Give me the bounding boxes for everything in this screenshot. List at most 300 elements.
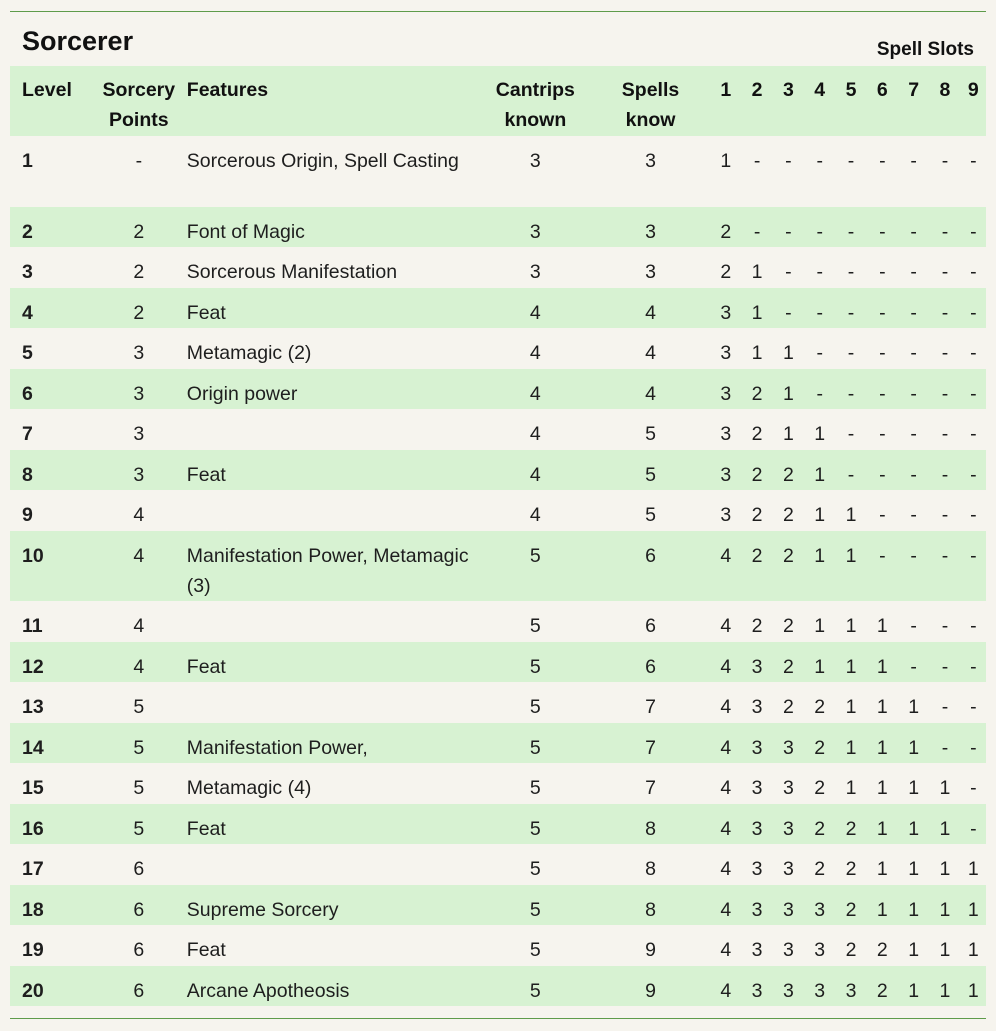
slot-2-cell: 2	[751, 544, 763, 567]
slot-3-cell: 2	[782, 504, 794, 526]
slot-7-cell: -	[910, 342, 917, 364]
cantrips-known-cell: 5	[529, 736, 541, 759]
sorcery-points-cell: 3	[133, 423, 145, 445]
slot-4-cell: 1	[814, 463, 826, 486]
sorcerer-progression-table	[10, 66, 986, 1006]
cantrips-known-cell: 5	[529, 939, 541, 961]
spells-known-cell: 4	[645, 342, 656, 364]
slot-5-cell: 1	[845, 777, 857, 799]
slot-5-cell: -	[847, 220, 855, 243]
sorcery-points-cell: 6	[133, 979, 145, 1002]
slot-9-cell: -	[970, 261, 977, 283]
slot-5-cell: -	[847, 463, 855, 486]
slot-1-cell: 4	[720, 736, 732, 759]
slot-3-cell: 3	[782, 736, 794, 759]
table-row	[10, 682, 986, 723]
slot-2-cell: 3	[751, 736, 763, 759]
cantrips-known-cell: 3	[529, 261, 541, 283]
cantrips-known-cell: 4	[529, 342, 541, 364]
slot-9-cell: -	[970, 544, 977, 567]
slot-3-cell: -	[785, 301, 792, 324]
slot-9-cell: -	[970, 777, 977, 799]
slot-2-cell: 3	[751, 655, 763, 678]
slot-8-cell: -	[941, 301, 949, 324]
table-row	[10, 207, 986, 248]
level-cell: 20	[22, 979, 44, 1002]
spells-known-cell: 6	[645, 655, 656, 678]
level-cell: 1	[22, 150, 33, 172]
slot-8-cell: -	[941, 655, 949, 678]
sorcery-points-cell: 5	[133, 696, 145, 718]
spells-known-cell: 7	[645, 736, 656, 759]
table-row	[10, 328, 986, 369]
spells-known-cell: 8	[645, 817, 656, 840]
slot-7-cell: 1	[908, 817, 920, 840]
slot-9-cell: -	[970, 615, 977, 637]
slot-3-cell: -	[785, 261, 792, 283]
slot-9-cell: -	[970, 150, 977, 172]
slot-4-cell: 2	[814, 696, 826, 718]
slot-1-cell: 1	[720, 150, 732, 172]
spells-known-cell: 6	[645, 615, 656, 637]
slot-6-cell: -	[879, 301, 886, 324]
level-cell: 2	[22, 220, 33, 243]
sorcery-points-cell: 4	[133, 544, 145, 567]
table-header	[10, 66, 986, 136]
slot-7-cell: 1	[908, 939, 920, 961]
slot-5-cell: 2	[845, 858, 857, 880]
slot-8-cell: -	[941, 736, 949, 759]
slot-1-cell: 4	[720, 544, 732, 567]
cantrips-known-cell: 4	[529, 423, 541, 445]
slot-1-cell: 4	[720, 615, 732, 637]
slot-2-cell: -	[753, 150, 761, 172]
slot-2-cell: 3	[751, 777, 763, 799]
slot-3-cell: 2	[782, 615, 794, 637]
slot-1-cell: 3	[720, 382, 732, 405]
cantrips-known-cell: 3	[529, 150, 541, 172]
slot-7-cell: 1	[908, 898, 920, 921]
slot-4-cell: 2	[814, 858, 826, 880]
slot-4-cell: -	[816, 382, 823, 405]
sorcery-points-cell: 2	[133, 261, 145, 283]
level-cell: 12	[22, 655, 44, 678]
sorcery-points-cell: 3	[133, 463, 145, 486]
slot-2-cell: 1	[751, 342, 763, 364]
slot-6-cell: -	[879, 463, 886, 486]
cantrips-known-cell: 5	[529, 777, 541, 799]
slot-9-cell: -	[970, 220, 977, 243]
slot-4-cell: -	[816, 261, 823, 283]
slot-3-cell: 1	[782, 382, 794, 405]
features-cell: Manifestation Power, Metamagic (3)	[186, 544, 469, 597]
slot-5-cell: 2	[845, 939, 857, 961]
slot-3-cell: 3	[782, 817, 794, 840]
slot-6-cell: -	[879, 544, 886, 567]
slot-8-cell: -	[941, 544, 949, 567]
slot-9-cell: -	[970, 504, 977, 526]
spells-known-cell: 5	[645, 463, 656, 486]
header-cantrips-known: Cantrips known	[495, 79, 575, 131]
slot-9-cell: -	[970, 696, 977, 718]
level-cell: 11	[22, 615, 43, 637]
slot-2-cell: 3	[751, 858, 763, 880]
cantrips-known-cell: 3	[529, 220, 541, 243]
slot-7-cell: -	[910, 655, 917, 678]
slot-8-cell: 1	[939, 858, 951, 880]
slot-1-cell: 4	[720, 696, 732, 718]
features-cell: Feat	[186, 301, 226, 324]
slot-6-cell: 2	[876, 939, 888, 961]
cantrips-known-cell: 5	[529, 979, 541, 1002]
slot-7-cell: -	[910, 301, 917, 324]
table-row	[10, 844, 986, 885]
slot-7-cell: -	[910, 463, 917, 486]
slot-8-cell: 1	[939, 817, 951, 840]
level-cell: 13	[22, 696, 44, 718]
cantrips-known-cell: 4	[529, 463, 541, 486]
slot-3-cell: 3	[782, 858, 794, 880]
slot-4-cell: -	[816, 301, 823, 324]
slot-4-cell: 2	[814, 817, 826, 840]
slot-7-cell: -	[910, 261, 917, 283]
slot-1-cell: 4	[720, 777, 732, 799]
spells-known-cell: 3	[645, 220, 656, 243]
sorcery-points-cell: 2	[133, 301, 145, 324]
slot-7-cell: -	[910, 504, 917, 526]
level-cell: 14	[22, 736, 44, 759]
slot-3-cell: 3	[782, 777, 794, 799]
slot-2-cell: 3	[751, 939, 763, 961]
sorcery-points-cell: -	[135, 150, 143, 172]
sorcery-points-cell: 3	[133, 342, 145, 364]
table-row	[10, 490, 986, 531]
cantrips-known-cell: 5	[529, 858, 541, 880]
slot-5-cell: 1	[845, 736, 857, 759]
level-cell: 16	[22, 817, 44, 840]
sorcery-points-cell: 4	[133, 615, 145, 637]
slot-7-cell: 1	[908, 736, 920, 759]
table-row	[10, 804, 986, 845]
sorcery-points-cell: 6	[133, 858, 145, 880]
level-cell: 6	[22, 382, 33, 405]
spells-known-cell: 8	[645, 898, 656, 921]
slot-8-cell: -	[941, 342, 949, 364]
slot-6-cell: -	[879, 423, 886, 445]
slot-3-cell: -	[785, 220, 792, 243]
slot-8-cell: -	[941, 261, 949, 283]
spells-known-cell: 9	[645, 939, 656, 961]
cantrips-known-cell: 5	[529, 655, 541, 678]
slot-9-cell: -	[970, 382, 977, 405]
slot-7-cell: -	[910, 423, 917, 445]
slot-5-cell: -	[847, 423, 855, 445]
slot-9-cell: -	[970, 817, 977, 840]
slot-3-cell: 2	[782, 655, 794, 678]
level-cell: 18	[22, 898, 44, 921]
slot-3-cell: 1	[782, 342, 794, 364]
slot-9-cell: -	[970, 655, 977, 678]
spell-slots-label: Spell Slots	[876, 39, 974, 60]
slot-5-cell: 2	[845, 817, 857, 840]
bottom-rule	[10, 1018, 986, 1019]
slot-9-cell: -	[970, 423, 977, 445]
spells-known-cell: 7	[645, 696, 656, 718]
features-cell	[187, 844, 480, 885]
slot-2-cell: 2	[751, 504, 763, 526]
slot-5-cell: -	[847, 382, 855, 405]
slot-8-cell: 1	[939, 777, 951, 799]
sorcery-points-cell: 4	[133, 655, 145, 678]
slot-9-cell: -	[970, 342, 977, 364]
slot-2-cell: 3	[751, 898, 763, 921]
slot-6-cell: 1	[876, 696, 888, 718]
slot-4-cell: 3	[814, 939, 826, 961]
slot-9-cell: 1	[967, 898, 979, 921]
spells-known-cell: 9	[645, 979, 656, 1002]
slot-6-cell: -	[879, 382, 886, 405]
slot-1-cell: 3	[720, 463, 732, 486]
slot-6-cell: -	[879, 220, 886, 243]
features-cell: Feat	[186, 939, 226, 961]
title-bar	[10, 11, 986, 67]
features-cell	[187, 490, 480, 531]
features-cell	[187, 409, 480, 450]
spells-known-cell: 4	[645, 382, 656, 405]
slot-4-cell: -	[816, 342, 823, 364]
slot-2-cell: 3	[751, 817, 763, 840]
sorcery-points-cell: 5	[133, 777, 145, 799]
slot-5-cell: 1	[845, 615, 857, 637]
slot-1-cell: 2	[720, 220, 732, 243]
slot-5-cell: 3	[845, 979, 857, 1002]
features-cell: Sorcerous Origin, Spell Casting	[186, 150, 459, 172]
slot-6-cell: -	[879, 504, 886, 526]
spells-known-cell: 8	[645, 858, 656, 880]
table-row	[10, 409, 986, 450]
slot-6-cell: 1	[876, 858, 888, 880]
features-cell: Origin power	[186, 382, 298, 405]
slot-5-cell: -	[847, 301, 855, 324]
header-slot-6: 6	[876, 79, 888, 101]
slot-5-cell: -	[847, 261, 855, 283]
slot-5-cell: 2	[845, 898, 857, 921]
sorcery-points-cell: 6	[133, 898, 145, 921]
slot-2-cell: 2	[751, 382, 763, 405]
slot-9-cell: -	[970, 301, 977, 324]
level-cell: 19	[22, 939, 44, 961]
slot-5-cell: 1	[845, 696, 857, 718]
slot-4-cell: 2	[814, 736, 826, 759]
features-cell: Metamagic (2)	[186, 342, 312, 364]
level-cell: 4	[22, 301, 33, 324]
table-row	[10, 288, 986, 329]
slot-6-cell: 1	[876, 655, 888, 678]
table-row	[10, 136, 986, 207]
header-sorcery-points: Sorcery Points	[102, 79, 176, 131]
features-cell: Font of Magic	[186, 220, 305, 243]
features-cell: Feat	[186, 463, 226, 486]
slot-7-cell: -	[910, 150, 917, 172]
slot-1-cell: 3	[720, 504, 732, 526]
slot-7-cell: -	[910, 615, 917, 637]
slot-3-cell: 2	[782, 544, 794, 567]
spells-known-cell: 3	[645, 150, 656, 172]
features-cell: Metamagic (4)	[186, 777, 312, 799]
cantrips-known-cell: 5	[529, 544, 541, 567]
features-cell: Manifestation Power,	[186, 736, 368, 759]
sorcery-points-cell: 5	[133, 736, 145, 759]
slot-2-cell: 2	[751, 463, 763, 486]
slot-1-cell: 4	[720, 655, 732, 678]
features-cell: Supreme Sorcery	[186, 898, 339, 921]
features-cell: Sorcerous Manifestation	[186, 261, 398, 283]
slot-5-cell: -	[847, 150, 855, 172]
slot-1-cell: 4	[720, 939, 732, 961]
slot-4-cell: -	[816, 150, 823, 172]
slot-1-cell: 4	[720, 979, 732, 1002]
slot-6-cell: 1	[876, 615, 888, 637]
level-cell: 15	[22, 777, 44, 799]
slot-2-cell: 3	[751, 979, 763, 1002]
header-slot-7: 7	[908, 79, 920, 101]
slot-7-cell: 1	[908, 979, 920, 1002]
slot-7-cell: -	[910, 220, 917, 243]
slot-6-cell: -	[879, 342, 886, 364]
sorcery-points-cell: 4	[133, 504, 145, 526]
slot-4-cell: 3	[814, 898, 826, 921]
slot-8-cell: -	[941, 696, 949, 718]
slot-2-cell: 3	[751, 696, 763, 718]
slot-1-cell: 4	[720, 817, 732, 840]
slot-2-cell: 1	[751, 301, 763, 324]
slot-1-cell: 3	[720, 423, 732, 445]
slot-8-cell: 1	[939, 939, 951, 961]
slot-3-cell: 3	[782, 979, 794, 1002]
level-cell: 5	[22, 342, 33, 364]
cantrips-known-cell: 5	[529, 696, 541, 718]
slot-7-cell: -	[910, 382, 917, 405]
table-row	[10, 369, 986, 410]
features-cell: Arcane Apotheosis	[186, 979, 350, 1002]
slot-6-cell: 1	[876, 817, 888, 840]
slot-4-cell: -	[816, 220, 823, 243]
level-cell: 7	[22, 423, 33, 445]
slot-8-cell: 1	[939, 979, 951, 1002]
header-slot-9: 9	[967, 79, 979, 101]
slot-4-cell: 3	[814, 979, 826, 1002]
slot-8-cell: -	[941, 504, 949, 526]
cantrips-known-cell: 4	[529, 382, 541, 405]
features-cell: Feat	[186, 817, 226, 840]
level-cell: 10	[22, 544, 44, 567]
slot-7-cell: 1	[908, 777, 920, 799]
spells-known-cell: 5	[645, 504, 656, 526]
slot-6-cell: -	[879, 261, 886, 283]
slot-9-cell: -	[970, 463, 977, 486]
level-cell: 3	[22, 261, 33, 283]
header-slot-1: 1	[720, 79, 732, 101]
slot-3-cell: 3	[782, 939, 794, 961]
table-body	[10, 136, 986, 1006]
slot-4-cell: 1	[814, 504, 826, 526]
slot-2-cell: 2	[751, 615, 763, 637]
header-slot-2: 2	[751, 79, 763, 101]
slot-4-cell: 1	[814, 615, 826, 637]
slot-6-cell: 1	[876, 736, 888, 759]
cantrips-known-cell: 5	[529, 817, 541, 840]
cantrips-known-cell: 5	[529, 615, 541, 637]
slot-8-cell: -	[941, 150, 949, 172]
header-spells-known: Spells know	[621, 79, 680, 131]
table-title: Sorcerer	[22, 26, 134, 56]
slot-1-cell: 3	[720, 342, 732, 364]
slot-1-cell: 3	[720, 301, 732, 324]
slot-5-cell: 1	[845, 504, 857, 526]
slot-2-cell: 2	[751, 423, 763, 445]
spells-known-cell: 4	[645, 301, 656, 324]
sorcery-points-cell: 5	[133, 817, 145, 840]
cantrips-known-cell: 4	[529, 504, 541, 526]
cantrips-known-cell: 5	[529, 898, 541, 921]
slot-3-cell: 2	[782, 463, 794, 486]
slot-6-cell: -	[879, 150, 886, 172]
slot-9-cell: 1	[967, 979, 979, 1002]
slot-7-cell: 1	[908, 696, 920, 718]
slot-5-cell: 1	[845, 655, 857, 678]
header-slot-4: 4	[814, 79, 826, 101]
spells-known-cell: 6	[645, 544, 656, 567]
features-cell	[187, 601, 480, 642]
table-row	[10, 763, 986, 804]
slot-1-cell: 4	[720, 898, 732, 921]
spells-known-cell: 3	[645, 261, 656, 283]
slot-6-cell: 1	[876, 777, 888, 799]
table-row	[10, 247, 986, 288]
sorcerer-table-page	[10, 0, 986, 1031]
slot-7-cell: 1	[908, 858, 920, 880]
level-cell: 8	[22, 463, 33, 486]
slot-3-cell: 1	[782, 423, 794, 445]
slot-4-cell: 1	[814, 655, 826, 678]
table-row	[10, 925, 986, 966]
header-slot-3: 3	[782, 79, 794, 101]
slot-7-cell: -	[910, 544, 917, 567]
slot-9-cell: 1	[967, 858, 979, 880]
slot-8-cell: -	[941, 615, 949, 637]
slot-6-cell: 1	[876, 898, 888, 921]
slot-9-cell: -	[970, 736, 977, 759]
sorcery-points-cell: 3	[133, 382, 145, 405]
table-row	[10, 601, 986, 642]
header-slot-5: 5	[845, 79, 857, 101]
table-row	[10, 531, 986, 602]
slot-1-cell: 2	[720, 261, 732, 283]
slot-4-cell: 2	[814, 777, 826, 799]
slot-5-cell: 1	[845, 544, 857, 567]
sorcery-points-cell: 6	[133, 939, 145, 961]
table-row	[10, 966, 986, 1007]
slot-5-cell: -	[847, 342, 855, 364]
slot-8-cell: -	[941, 423, 949, 445]
slot-4-cell: 1	[814, 544, 826, 567]
spells-known-cell: 7	[645, 777, 656, 799]
spells-known-cell: 5	[645, 423, 656, 445]
slot-1-cell: 4	[720, 858, 732, 880]
slot-3-cell: 2	[782, 696, 794, 718]
table-row	[10, 723, 986, 764]
features-cell: Feat	[186, 655, 226, 678]
